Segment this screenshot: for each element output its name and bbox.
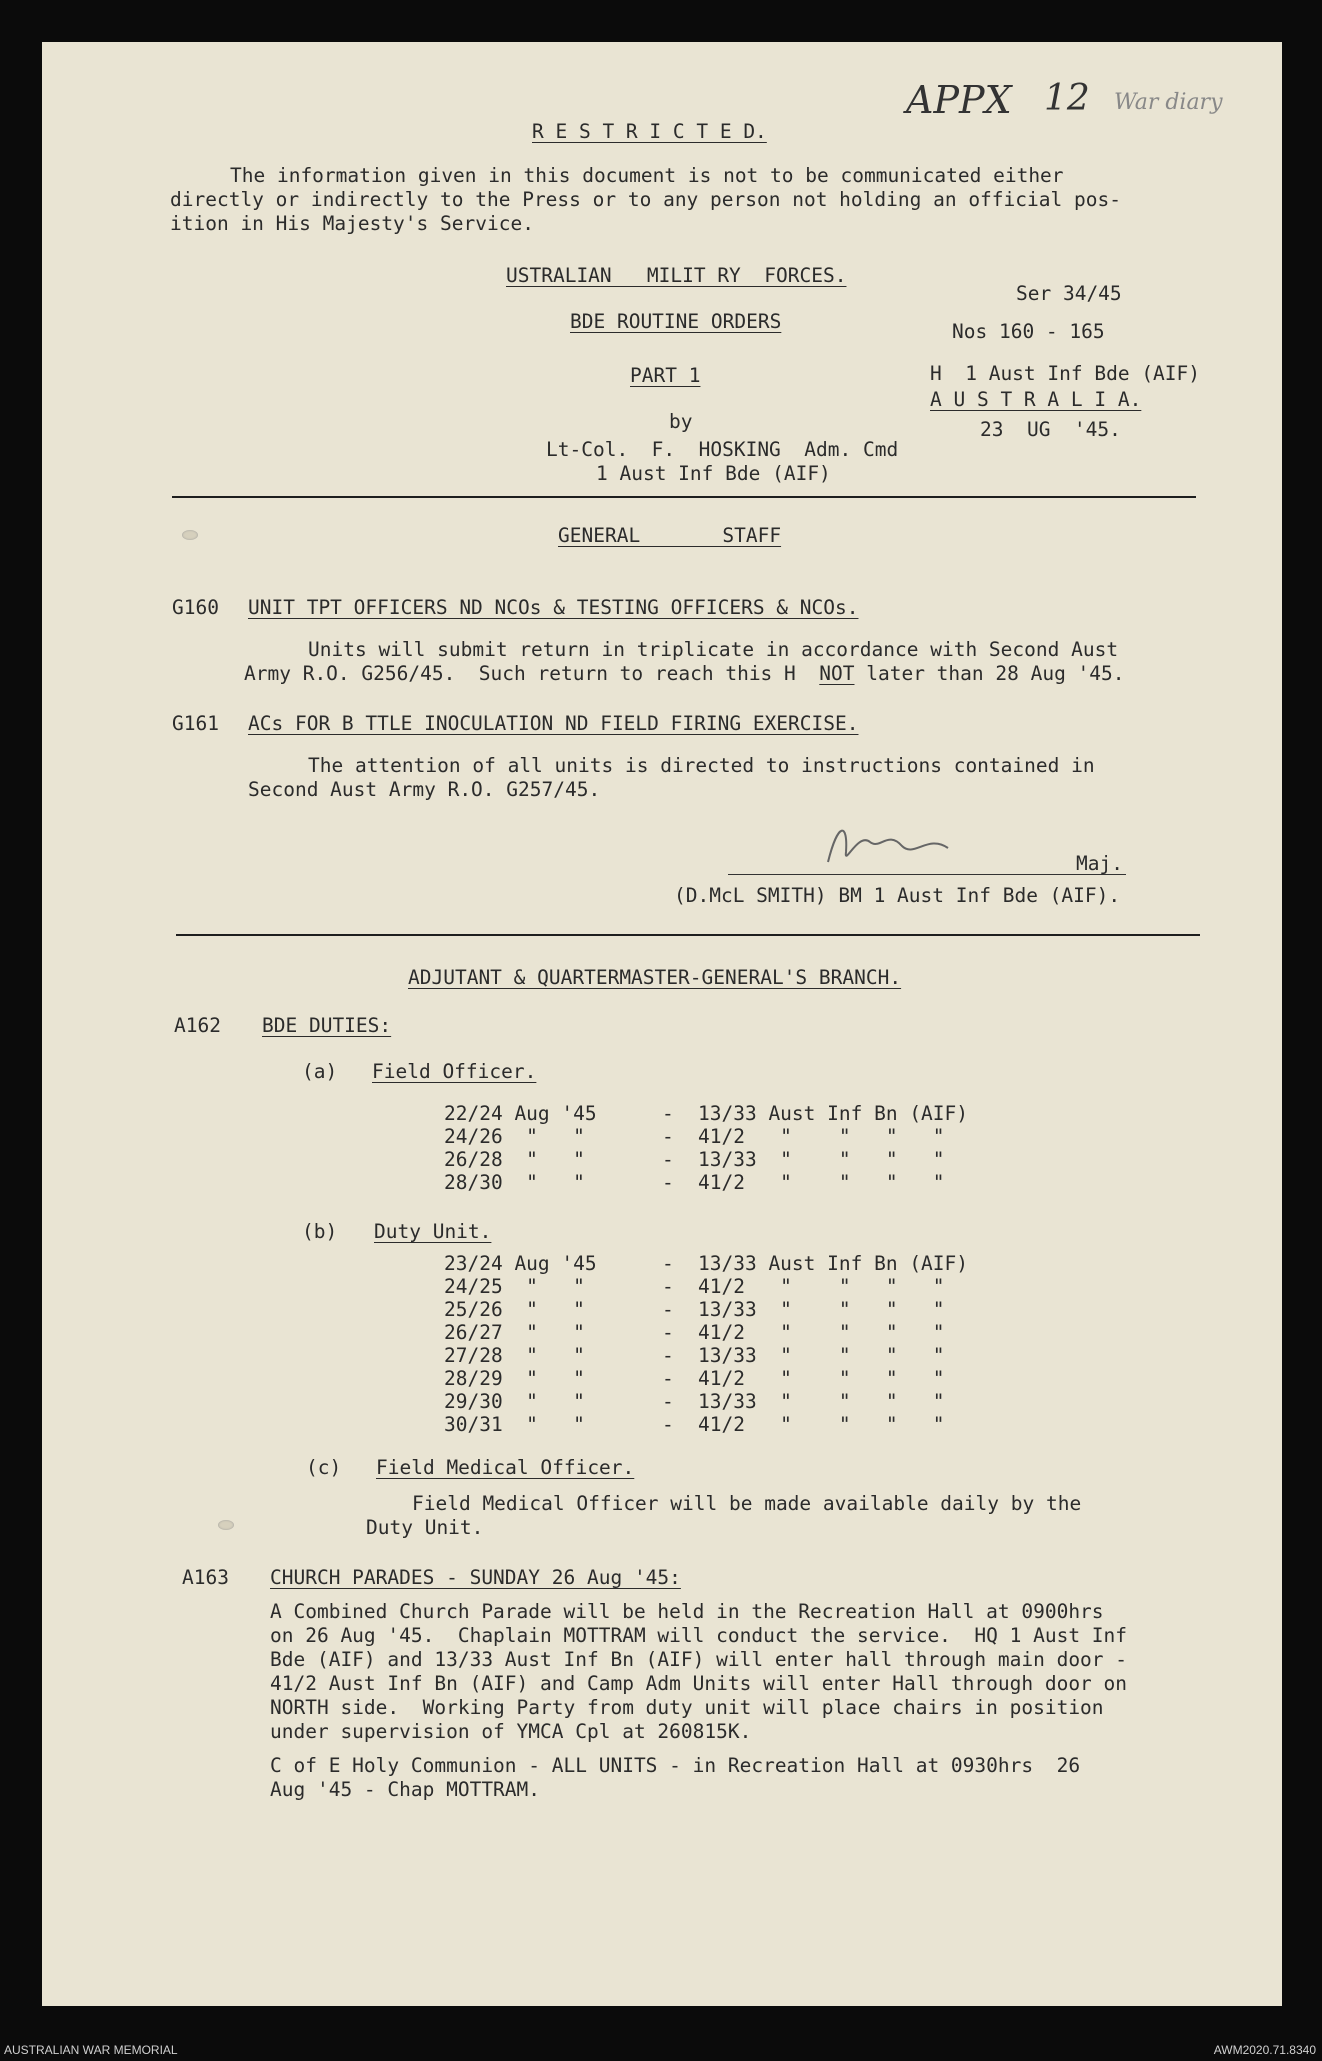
roster-row [42, 1344, 1282, 1367]
signature-icon [818, 812, 1018, 882]
order-text: under supervision of YMCA Cpl at 260815K. [270, 1720, 752, 1743]
order-text: C of E Holy Communion - ALL UNITS - in Recreation Hall at 0930hrs 26 [270, 1754, 1081, 1777]
punch-hole [182, 530, 198, 540]
roster-row [42, 1298, 1282, 1321]
orders-heading: BDE ROUTINE ORDERS [570, 310, 782, 333]
roster-unit: 41/2 " " " " [698, 1171, 945, 1194]
annotation-number: 12 [1044, 78, 1090, 119]
sub-label: (b) [302, 1220, 338, 1243]
signature-name: (D.McL SMITH) BM 1 Aust Inf Bde (AIF). [674, 884, 1121, 907]
roster-dash: - [662, 1171, 674, 1194]
order-number: A162 [174, 1014, 221, 1037]
footer-left: AUSTRALIAN WAR MEMORIAL [4, 2043, 178, 2057]
roster-dash: - [662, 1298, 674, 1321]
roster-dash: - [662, 1252, 674, 1275]
roster-unit: 13/33 " " " " [698, 1344, 945, 1367]
signature-rank: Maj. [1076, 852, 1123, 875]
order-text: The attention of all units is directed to instructions contained in [308, 754, 1095, 777]
roster-unit: 41/2 " " " " [698, 1413, 945, 1436]
notice-line: directly or indirectly to the Press or to any person not holding an official pos- [170, 188, 1121, 211]
order-text: Duty Unit. [366, 1516, 484, 1539]
roster-date: 25/26 " " [444, 1298, 585, 1321]
order-text: Bde (AIF) and 13/33 Aust Inf Bn (AIF) will enter hall through main door - [270, 1648, 1128, 1671]
roster-date: 23/24 Aug '45 [444, 1252, 597, 1275]
order-title: ACs FOR B TTLE INOCULATION ND FIELD FIRING EXERCISE. [248, 712, 859, 735]
roster-row [42, 1252, 1282, 1275]
roster-unit: 13/33 " " " " [698, 1148, 945, 1171]
restricted-heading: R E S T R I C T E D. [532, 120, 767, 143]
force-heading: USTRALIAN MILIT RY FORCES. [506, 264, 847, 287]
roster-dash: - [662, 1344, 674, 1367]
roster-row [42, 1367, 1282, 1390]
signatory-line: 1 Aust Inf Bde (AIF) [596, 462, 831, 485]
sub-title: Field Officer. [372, 1060, 537, 1083]
roster-row [42, 1321, 1282, 1344]
roster-dash: - [662, 1102, 674, 1125]
roster-row [42, 1413, 1282, 1436]
divider [172, 496, 1196, 498]
roster-dash: - [662, 1390, 674, 1413]
roster-dash: - [662, 1275, 674, 1298]
serial-number: Ser 34/45 [1016, 282, 1122, 305]
roster-date: 24/26 " " [444, 1125, 585, 1148]
roster-unit: 41/2 " " " " [698, 1367, 945, 1390]
roster-dash: - [662, 1148, 674, 1171]
aqmg-heading: ADJUTANT & QUARTERMASTER-GENERAL'S BRANCH. [408, 966, 902, 989]
roster-date: 22/24 Aug '45 [444, 1102, 597, 1125]
roster-unit: 13/33 " " " " [698, 1390, 945, 1413]
divider [176, 934, 1200, 936]
roster-unit: 41/2 " " " " [698, 1275, 945, 1298]
order-title: CHURCH PARADES - SUNDAY 26 Aug '45: [270, 1566, 681, 1589]
order-text: on 26 Aug '45. Chaplain MOTTRAM will conduct the service. HQ 1 Aust Inf [270, 1624, 1128, 1647]
roster-unit: 13/33 Aust Inf Bn (AIF) [698, 1102, 969, 1125]
not-emphasis: NOT [819, 662, 855, 685]
order-number: G160 [172, 596, 219, 619]
roster-date: 28/29 " " [444, 1367, 585, 1390]
order-numbers: Nos 160 - 165 [952, 320, 1105, 343]
order-text: A Combined Church Parade will be held in the Recreation Hall at 0900hrs [270, 1600, 1104, 1623]
order-number: A163 [182, 1566, 229, 1589]
roster-date: 27/28 " " [444, 1344, 585, 1367]
roster-date: 26/28 " " [444, 1148, 585, 1171]
roster-unit: 13/33 Aust Inf Bn (AIF) [698, 1252, 969, 1275]
roster-row [42, 1102, 1282, 1125]
roster-dash: - [662, 1367, 674, 1390]
order-date: 23 UG '45. [980, 418, 1121, 441]
annotation-appx: APPX [906, 78, 1012, 122]
sub-label: (c) [306, 1456, 342, 1479]
document-page [42, 42, 1282, 2006]
part-heading: PART 1 [630, 364, 701, 387]
order-text: Units will submit return in triplicate in accordance with Second Aust [308, 638, 1119, 661]
roster-row [42, 1275, 1282, 1298]
general-staff-heading: GENERAL STAFF [558, 524, 782, 547]
signatory-line: Lt-Col. F. HOSKING Adm. Cmd [546, 438, 899, 461]
roster-dash: - [662, 1413, 674, 1436]
roster-unit: 13/33 " " " " [698, 1298, 945, 1321]
signature-line [728, 874, 1126, 875]
roster-unit: 41/2 " " " " [698, 1321, 945, 1344]
roster-date: 30/31 " " [444, 1413, 585, 1436]
notice-line: ition in His Majesty's Service. [170, 212, 534, 235]
roster-date: 24/25 " " [444, 1275, 585, 1298]
roster-date: 26/27 " " [444, 1321, 585, 1344]
notice-line: The information given in this document is not to be communicated either [230, 164, 1064, 187]
order-text: Field Medical Officer will be made available daily by the [412, 1492, 1082, 1515]
roster-row [42, 1171, 1282, 1194]
annotation-note: War diary [1114, 90, 1223, 115]
roster-dash: - [662, 1125, 674, 1148]
order-text: 41/2 Aust Inf Bn (AIF) and Camp Adm Units will enter Hall through door on [270, 1672, 1128, 1695]
sub-title: Duty Unit. [374, 1220, 492, 1243]
order-number: G161 [172, 712, 219, 735]
order-text: Aug '45 - Chap MOTTRAM. [270, 1778, 541, 1801]
roster-date: 28/30 " " [444, 1171, 585, 1194]
order-text: Army R.O. G256/45. Such return to reach this H NOT later than 28 Aug '45. [244, 662, 1125, 685]
roster-dash: - [662, 1321, 674, 1344]
country-line: A U S T R A L I A. [930, 388, 1142, 411]
footer-right: AWM2020.71.8340 [1213, 2043, 1316, 2057]
roster-date: 29/30 " " [444, 1390, 585, 1413]
sub-title: Field Medical Officer. [376, 1456, 635, 1479]
punch-hole [218, 1520, 234, 1530]
roster-row [42, 1125, 1282, 1148]
order-title: BDE DUTIES: [262, 1014, 392, 1037]
order-text: Second Aust Army R.O. G257/45. [248, 778, 601, 801]
roster-row [42, 1148, 1282, 1171]
sub-label: (a) [302, 1060, 338, 1083]
roster-unit: 41/2 " " " " [698, 1125, 945, 1148]
order-title: UNIT TPT OFFICERS ND NCOs & TESTING OFFICERS & NCOs. [248, 596, 859, 619]
by-label: by [669, 410, 693, 433]
order-text: NORTH side. Working Party from duty unit will place chairs in position [270, 1696, 1104, 1719]
roster-row [42, 1390, 1282, 1413]
hq-line: H 1 Aust Inf Bde (AIF) [930, 362, 1201, 385]
